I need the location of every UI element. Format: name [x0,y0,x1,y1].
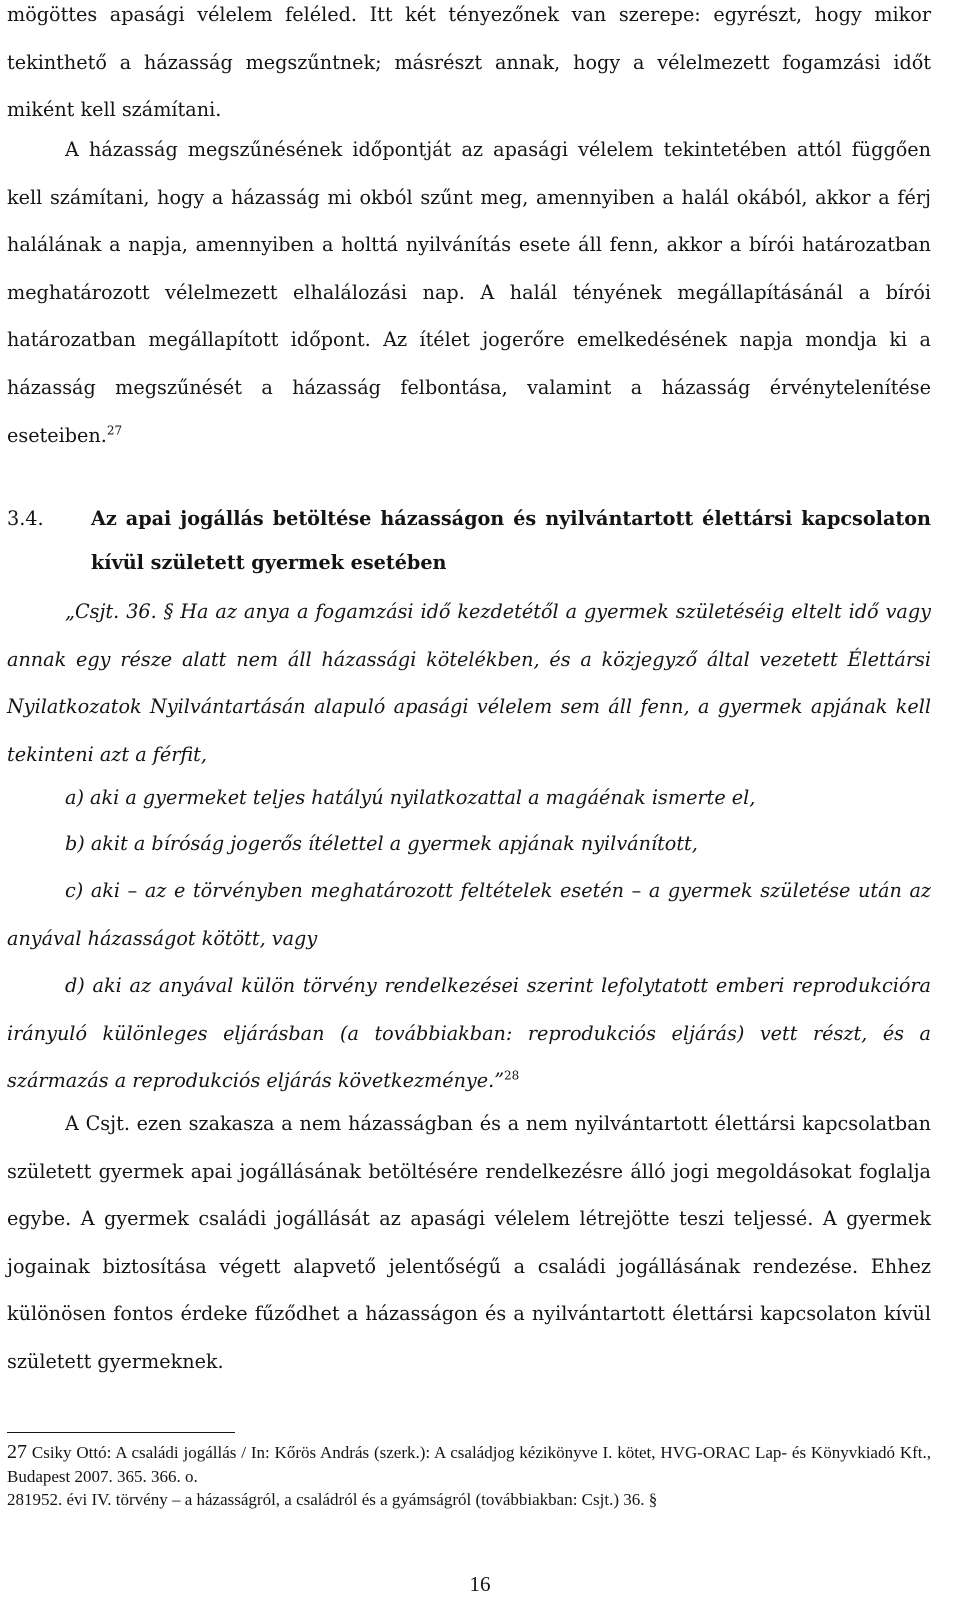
paragraph-closing: A Csjt. ezen szakasza a nem házasságban és a nem nyilvántartott élettársi kapcsolatban született gyermek apai jogállásának betöltésére rendelkezésre álló jogi megoldásokat foglalja egybe. A gyermek családi jogállását az apasági vélelem létrejötte teszi teljessé. A gyermek jogainak biztosítása végett alapvető jelentőségű a családi jogállásának rendezése. Ehhez különösen fontos érdeke fűződhet a házasságon és a nyilvántartott élettársi kapcsolaton kívül született gyermeknek. [7,1112,931,1373]
quote-item-a: a) aki a gyermeket teljes hatályú nyilatkozattal a magáénak ismerte el, [65,786,756,809]
section-number: 3.4. [7,507,44,530]
quote-item-c: c) aki – az e törvényben meghatározott feltételek esetén – a gyermek születése után az anyával házasságot kötött, vagy [7,879,931,950]
section-title: Az apai jogállás betöltése házasságon és nyilvántartott élettársi kapcsolaton kívül született gyermek esetében [91,507,931,574]
footnote-number: 28 [7,1490,24,1509]
quote-item-b: b) akit a bíróság jogerős ítélettel a gyermek apjának nyilvánított, [65,832,698,855]
paragraph-marriage-termination: A házasság megszűnésének időpontját az apasági vélelem tekintetében attól függően kell számítani, hogy a házasság mi okból szűnt meg, amennyiben a halál okából, akkor a férj halálának a napja, amennyiben a holttá nyilvánítás esete áll fenn, akkor a bírói határozatban meghatározott vélelmezett elhalálozási nap. A halál tényének megállapításánál a bírói határozatban megállapított időpont. Az ítélet jogerőre emelkedésének napja mondja ki a házasság megszűnését a házasság felbontása, valamint a házasság érvénytelenítése eseteiben.$^{27}$ [7,138,931,447]
footnote-ref-27[interactable]: 27 [106,423,123,438]
paragraph-continued: mögöttes apasági vélelem feléled. Itt két tényezőnek van szerepe: egyrészt, hogy mikor tekinthető a házasság megszűntnek; másrészt annak, hogy a vélelmezett fogamzási időt miként kell számítani. [7,3,931,122]
quote-intro: „Csjt. 36. § Ha az anya a fogamzási idő kezdetétől a gyermek születéséig eltelt idő vagy annak egy része alatt nem áll házassági kötelékben, és a közjegyző által vezetett Élettársi Nyilatkozatok Nyilvántartásán alapuló apasági vélelem sem áll fenn, a gyermek apjának kell tekinteni azt a férfit, [7,600,931,766]
section-heading [7,497,931,585]
quote-item-d: d) aki az anyával külön törvény rendelkezései szerint lefolytatott emberi reprodukcióra irányuló különleges eljárásban (a továbbiakban: reprodukciós eljárás) vett részt, és a származás a reprodukciós eljárás következménye.”$^{28}$ [7,974,931,1093]
page-number: 16 [469,1572,491,1596]
footnote-number: 27 [7,1441,27,1463]
footnote-separator [7,1432,235,1433]
footnote-28: 281952. évi IV. törvény – a házasságról, a családról és a gyámságról (továbbiakban: Csjt.) 36. § [7,1490,658,1509]
footnote-ref-28[interactable]: 28 [504,1068,520,1083]
footnote-27: 27 Csiky Ottó: A családi jogállás / In: Kőrös András (szerk.): A családjog kézikönyve I. kötet, HVG-ORAC Lap- és Könyvkiadó Kft., Budapest 2007. 365. 366. o. [7,1441,931,1486]
